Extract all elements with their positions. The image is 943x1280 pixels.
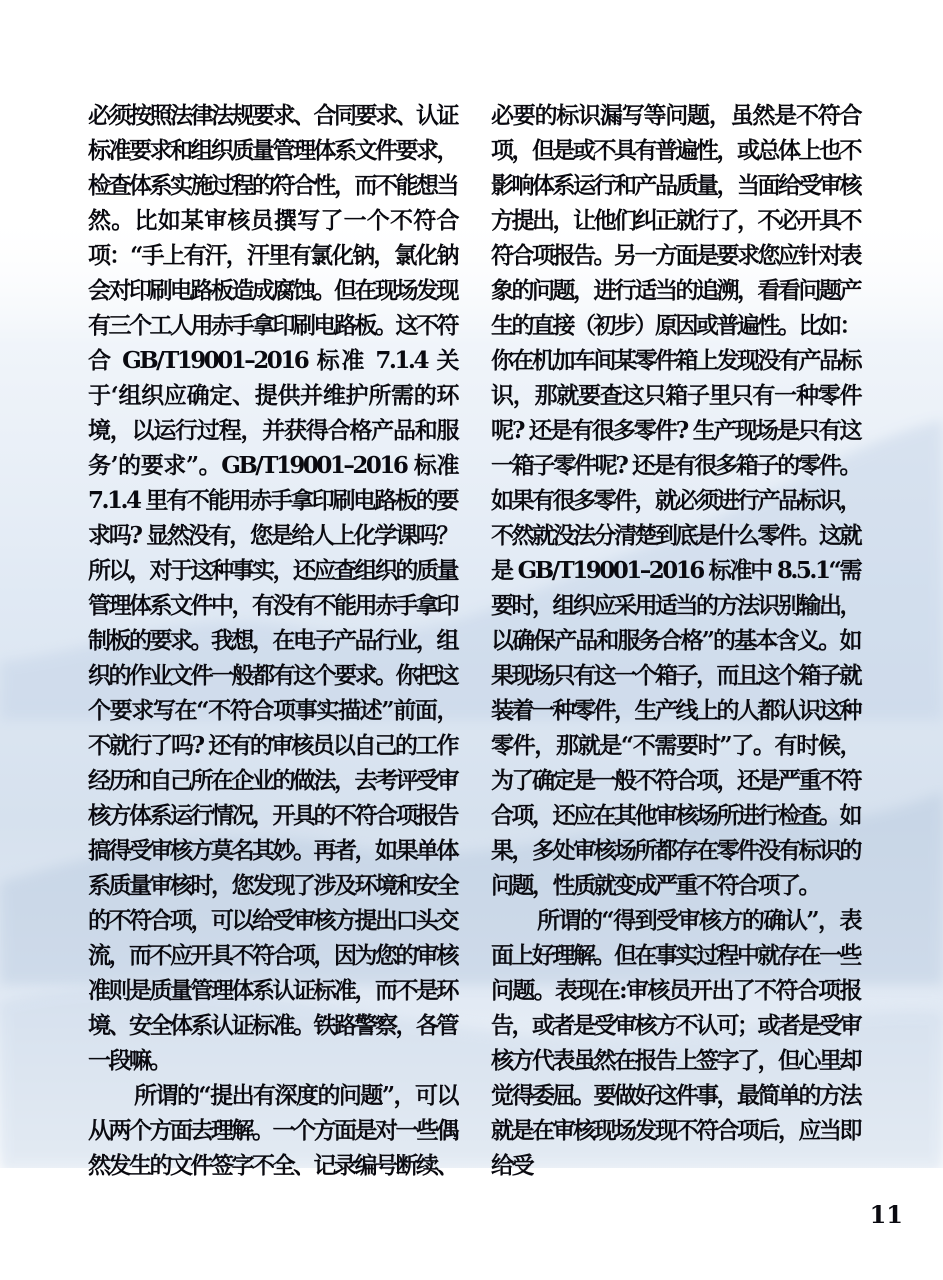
page-content [88,98,860,1183]
paragraph: 必须按照法律法规要求、合同要求、认证标准要求和组织质量管理体系文件要求，检查体系实施过程的符合性，而不能想当然。比如某审核员撰写了一个不符合项：“手上有汗，汗里有氯化钠，氯化钠会对印刷电路板造成腐蚀。但在现场发现有三个工人用赤手拿印刷电路板。这不符合 GB/T19001–2016 标准 7.1.4 关于‘组织应确定、提供并维护所需的环境，以运行过程，并获得合格产品和服务’的要求”。GB/T19001–2016 标准 7.1.4 里有不能用赤手拿印刷电路板的要求吗? 显然没有，您是给人上化学课吗？所以，对于这种事实，还应查组织的质量管理体系文件中，有没有不能用赤手拿印制板的要求。我想，在电子产品行业，组织的作业文件一般都有这个要求。你把这个要求写在“不符合项事实描述”前面，不就行了吗? 还有的审核员以自己的工作经历和自己所在企业的做法，去考评受审核方体系运行情况，开具的不符合项报告搞得受审核方莫名其妙。再者，如果单体系质量审核时，您发现了涉及环境和安全的不符合项，可以给受审核方提出口头交流，而不应开具不符合项，因为您的审核准则是质量管理体系认证标准，而不是环境、安全体系认证标准。铁路警察，各管一段嘛。 [88,102,457,1074]
right-text-column [491,98,860,1183]
left-text-column [88,98,457,1183]
paragraph: 必要的标识漏写等问题，虽然是不符合项，但是或不具有普遍性，或总体上也不影响体系运行和产品质量，当面给受审核方提出，让他们纠正就行了，不必开具不符合项报告。另一方面是要求您应针对表象的问题，进行适当的追溯，看看问题产生的直接（初步）原因或普遍性。比如：你在机加车间某零件箱上发现没有产品标识，那就要查这只箱子里只有一种零件呢? 还是有很多零件? 生产现场是只有这一箱子零件呢? 还是有很多箱子的零件。如果有很多零件，就必须进行产品标识，不然就没法分清楚到底是什么零件。这就是 GB/T19001–2016 标准中 8.5.1“需要时，组织应采用适当的方法识别输出，以确保产品和服务合格”的基本含义。如果现场只有这一个箱子，而且这个箱子就装着一种零件，生产线上的人都认识这种零件，那就是“不需要时”了。有时候，为了确定是一般不符合项，还是严重不符合项，还应在其他审核场所进行检查。如果，多处审核场所都存在零件没有标识的问题，性质就变成严重不符合项了。 [491,102,860,899]
page-number: 11 [869,1200,903,1229]
paragraph: 所谓的“提出有深度的问题”，可以从两个方面去理解。一个方面是对一些偶然发生的文件签字不全、记录编号断续、 [88,1082,457,1179]
paragraph: 所谓的“得到受审核方的确认”，表面上好理解。但在事实过程中就存在一些问题。表现在:审核员开出了不符合项报告，或者是受审核方不认可；或者是受审核方代表虽然在报告上签字了，但心里却觉得委屈。要做好这件事，最简单的方法就是在审核现场发现不符合项后，应当即给受 [491,907,860,1179]
